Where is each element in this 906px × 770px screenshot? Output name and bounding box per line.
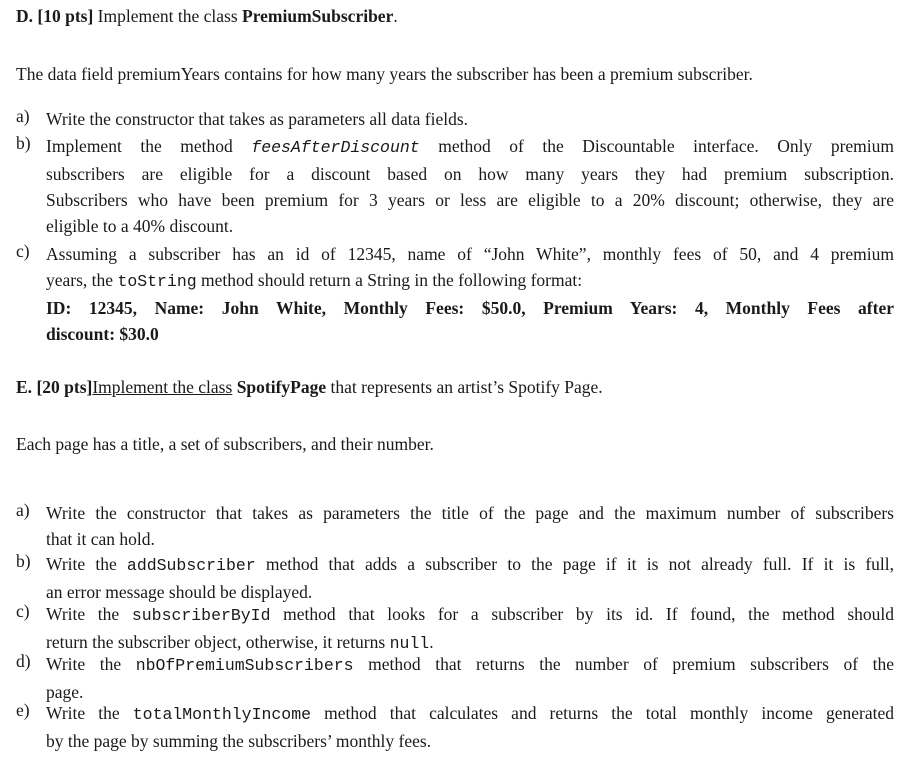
section-d-intro: The data field premiumYears contains for how many years the subscriber has been a premium subscriber. [16,64,753,84]
section-e-item-e: e) Write the totalMonthlyIncome method that calculates and returns the total monthly income generated by the page by summing the subscribers’ monthly fees. [16,700,895,751]
code-nb-of-premium-subscribers: nbOfPremiumSubscribers [135,656,354,675]
section-e-item-d: d) Write the nbOfPremiumSubscribers method that returns the number of premium subscribers of the page. [16,651,895,702]
section-d-label: D. [16,6,34,26]
section-d-heading: D. [10 pts] Implement the class PremiumSubscriber. [16,6,398,26]
section-e-item-b: b) Write the addSubscriber method that adds a subscriber to the page if it is not already full. If it is full, an error message should be displayed. [16,551,895,602]
section-d-item-b: b) Implement the method feesAfterDiscount method of the Discountable interface. Only premium subscribers are eligible for a discount based on how many years they had premium subscription. Subscribers who have been premium for 3 years or less are eligible to a 20% discount; otherwise, they are eligible to a 40% discount. [16,133,895,236]
code-null: null [389,634,430,653]
section-e-heading: E. [20 pts]Implement the class SpotifyPage that represents an artist’s Spotify Page. [16,377,603,397]
section-e-label: E. [16,377,33,397]
section-d-points: [10 pts] [37,6,94,26]
section-e-item-c: c) Write the subscriberById method that looks for a subscriber by its id. If found, the method should return the subscriber object, otherwise, it returns null. [16,601,895,653]
example-output: ID: 12345, Name: John White, Monthly Fees: $50.0, Premium Years: 4, Monthly Fees after [46,298,894,318]
section-d-text: Implement the class [97,6,238,26]
section-e-class-name: SpotifyPage [236,377,327,397]
section-d-item-c: c) Assuming a subscriber has an id of 12345, name of “John White”, monthly fees of 50, and 4 premium years, the toString method should return a String in the following format: ID: 12345, Name: John White, Monthly Fees: $50.0, Premium Years: 4, Monthly Fees after discount: $30.0 [16,241,894,344]
section-e-points: [20 pts] [36,377,93,397]
code-subscriber-by-id: subscriberById [131,606,271,625]
code-fees-after-discount: feesAfterDiscount [251,138,420,157]
section-e-text: Implement the class [92,377,233,397]
code-tostring: toString [117,272,197,291]
section-e-intro: Each page has a title, a set of subscribers, and their number. [16,434,434,454]
code-total-monthly-income: totalMonthlyIncome [132,705,311,724]
code-add-subscriber: addSubscriber [126,556,256,575]
section-d-class-name: PremiumSubscriber [242,6,394,26]
section-d-item-a: a) Write the constructor that takes as parameters all data fields. [16,106,469,129]
section-e-item-a: a) Write the constructor that takes as parameters the title of the page and the maximum number of subscribers that it can hold. [16,500,894,549]
